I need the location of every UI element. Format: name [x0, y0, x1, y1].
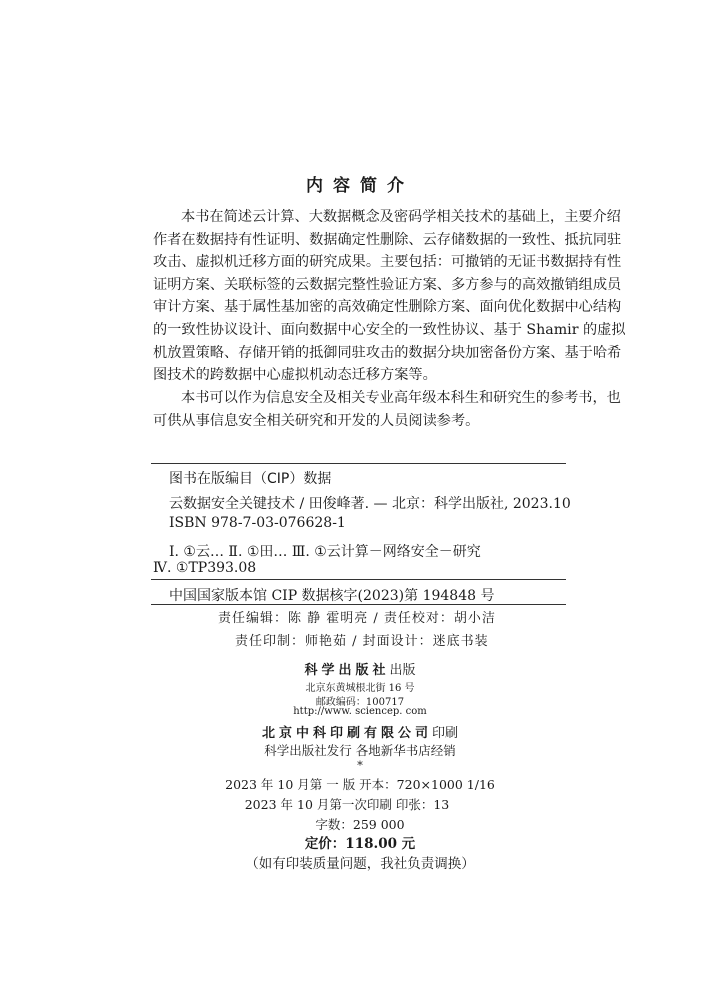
- production-credits: 责任印制：师艳茹 / 封面设计：迷底书装: [235, 634, 489, 649]
- edition-line: 2023 年 10 月第 一 版 开本：720×1000 1/16: [225, 777, 495, 792]
- cip-top-rule: [151, 463, 566, 464]
- text-line: 可供从事信息安全相关研究和开发的人员阅读参考。: [153, 412, 480, 429]
- publisher-postcode: 邮政编码：100717: [315, 697, 405, 708]
- text-line: 本书在简述云计算、大数据概念及密码学相关技术的基础上，主要介绍: [181, 209, 621, 225]
- quality-note: （如有印装质量问题，我社负责调换）: [245, 856, 475, 872]
- editor-credits: 责任编辑：陈 静 霍明亮 / 责任校对：胡小洁: [218, 611, 496, 626]
- cip-isbn: ISBN 978-7-03-076628-1: [169, 515, 346, 531]
- publisher-url: http://www. sciencep. com: [293, 706, 427, 717]
- cip-heading: 图书在版编目（CIP）数据: [169, 471, 332, 487]
- word-count: 字数：259 000: [315, 817, 405, 832]
- printer-line: [0, 722, 720, 741]
- text-line: 图技术的跨数据中心虚拟机动态迁移方案等。: [153, 367, 437, 384]
- cip-bibliographic-line: 云数据安全关键技术 / 田俊峰著. — 北京：科学出版社, 2023.10: [169, 496, 571, 512]
- text-line: 证明方案、关联标签的云数据完整性验证方案、多方参与的高效撤销组成员: [153, 276, 622, 293]
- cip-middle-rule: [151, 579, 566, 580]
- printer-name: 北京中科印刷有限公司: [261, 726, 432, 741]
- printer-suffix: 印刷: [432, 726, 459, 741]
- text-line: 机放置策略、存储开销的抵御同驻攻击的数据分块加密备份方案、基于哈希: [153, 344, 622, 361]
- cip-classification-2: Ⅳ. ①TP393.08: [153, 560, 257, 576]
- publisher-address: 北京东黄城根北街 16 号: [305, 683, 415, 694]
- cip-classification-1: Ⅰ. ①云… Ⅱ. ①田… Ⅲ. ①云计算－网络安全－研究: [169, 544, 481, 560]
- publisher-name: 科学出版社: [304, 663, 390, 678]
- summary-paragraph-1: [153, 206, 626, 387]
- page-title: 内容简介: [306, 176, 414, 196]
- text-line: 本书可以作为信息安全及相关专业高年级本科生和研究生的参考书，也: [181, 390, 621, 406]
- cip-bottom-rule: [151, 604, 566, 605]
- summary-paragraph-2: [153, 387, 621, 432]
- text-line: 作者在数据持有性证明、数据确定性删除、云存储数据的一致性、抵抗同驻: [153, 231, 622, 248]
- text-line: 攻击、虚拟机迁移方面的研究成果。主要包括：可撤销的无证书数据持有性: [153, 254, 622, 271]
- cip-record-number: 中国国家版本馆 CIP 数据核字(2023)第 194848 号: [169, 588, 495, 604]
- text-line: 的一致性协议设计、面向数据中心安全的一致性协议、基于 Shamir 的虚拟: [153, 321, 626, 338]
- publisher-line: [0, 659, 720, 678]
- publisher-suffix: 出版: [389, 663, 416, 678]
- distribution-line: 科学出版社发行 各地新华书店经销: [264, 743, 456, 758]
- price: 定价：118.00 元: [304, 836, 416, 852]
- separator-star: *: [357, 758, 363, 772]
- printing-line: 2023 年 10 月第一次印刷 印张：13: [244, 797, 450, 812]
- text-line: 审计方案、基于属性基加密的高效确定性删除方案、面向优化数据中心结构: [153, 299, 622, 316]
